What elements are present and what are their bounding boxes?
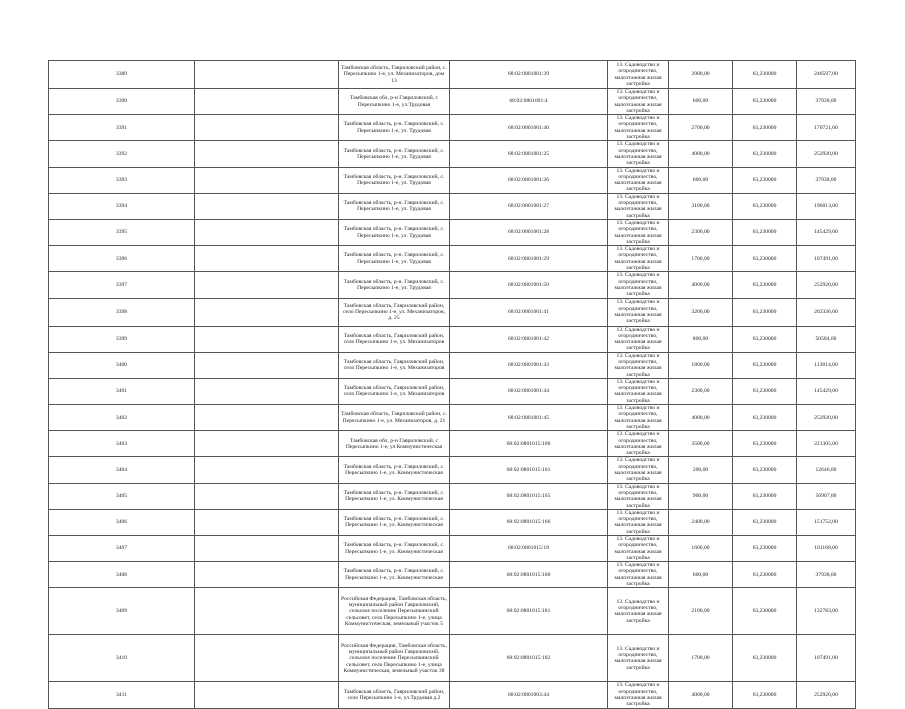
cell-row-number: 3398 [49,298,195,326]
cell-empty [195,246,339,272]
cell-cadastral-number: 68:02:0801015:182 [450,635,608,682]
table-row [49,115,856,141]
cell-area: 200,00 [669,457,733,483]
cell-row-number: 3408 [49,562,195,588]
cell-area: 3900,00 [669,61,733,89]
cell-row-number: 3402 [49,405,195,431]
cell-rate: 63,230000 [733,405,797,431]
cell-area: 2300,00 [669,378,733,404]
cell-cadastral-value: 12646,00 [797,457,856,483]
cell-rate: 63,230000 [733,378,797,404]
cell-land-use: 13. Садоводство и огородничество, малоэтажная жилая застройка [608,682,669,708]
cell-rate: 63,230000 [733,682,797,708]
table-row [49,352,856,378]
table-row [49,167,856,193]
cell-rate: 63,230000 [733,536,797,562]
cell-cadastral-value: 37938,00 [797,167,856,193]
cell-row-number: 3405 [49,483,195,509]
cell-address: Тамбовская область, р-н. Гавриловский, с. Пересыпкино 1-е, ул. Трудовая [339,246,450,272]
cell-cadastral-value: 151752,00 [797,509,856,535]
cell-area: 2400,00 [669,509,733,535]
cell-address: Тамбовская область, Гавриловский район, с. Пересыпкино 1-е, ул. Механизаторов, дом 13 [339,61,450,89]
cell-area: 4000,00 [669,272,733,298]
land-registry-table [48,60,856,709]
cell-area: 600,00 [669,562,733,588]
table-row [49,378,856,404]
cell-land-use: 13. Садоводство и огородничество, малоэтажная жилая застройка [608,588,669,635]
cell-address: Тамбовская область, р-н. Гавриловский, с. Пересыпкино 1-е, ул. Коммунистическая [339,536,450,562]
cell-land-use: 13. Садоводство и огородничество, малоэтажная жилая застройка [608,298,669,326]
cell-land-use: 13. Садоводство и огородничество, малоэтажная жилая застройка [608,141,669,167]
table-body [49,61,856,709]
cell-rate: 63,230000 [733,193,797,219]
table-row [49,326,856,352]
cell-rate: 63,230000 [733,167,797,193]
table-row [49,246,856,272]
table-row [49,483,856,509]
cell-cadastral-value: 252920,00 [797,405,856,431]
cell-empty [195,219,339,245]
cell-area: 900,00 [669,483,733,509]
cell-cadastral-value: 37938,00 [797,89,856,115]
table-row [49,509,856,535]
cell-cadastral-value: 113814,00 [797,352,856,378]
cell-row-number: 3404 [49,457,195,483]
cell-cadastral-value: 196013,00 [797,193,856,219]
cell-cadastral-number: 68:02:0801001:40 [450,115,608,141]
cell-rate: 63,230000 [733,431,797,457]
cell-empty [195,193,339,219]
cell-address: Тамбовская область, р-н. Гавриловский, с. Пересыпкино 1-е, ул. Трудовая [339,272,450,298]
cell-area: 600,00 [669,89,733,115]
cell-row-number: 3389 [49,61,195,89]
cell-cadastral-value: 145429,00 [797,219,856,245]
cell-row-number: 3410 [49,635,195,682]
table-row [49,61,856,89]
cell-land-use: 13. Садоводство и огородничество, малоэтажная жилая застройка [608,352,669,378]
cell-cadastral-value: 101168,00 [797,536,856,562]
cell-cadastral-number: 68:02:0801001:25 [450,141,608,167]
cell-address: Тамбовская область, р-н. Гавриловский, с. Пересыпкино 1-е, ул. Коммунистическая [339,509,450,535]
cell-row-number: 3394 [49,193,195,219]
cell-cadastral-value: 145429,00 [797,378,856,404]
cell-row-number: 3403 [49,431,195,457]
cell-empty [195,298,339,326]
cell-rate: 63,230000 [733,352,797,378]
cell-cadastral-number: 68:02:0801001:42 [450,326,608,352]
cell-row-number: 3400 [49,352,195,378]
table-row [49,219,856,245]
table-row [49,536,856,562]
cell-empty [195,588,339,635]
cell-row-number: 3401 [49,378,195,404]
cell-address: Тамбовская область, р-н. Гавриловский, с. Пересыпкино 1-е, ул. Трудовая [339,115,450,141]
cell-rate: 63,230000 [733,562,797,588]
cell-cadastral-value: 252920,00 [797,272,856,298]
table-row [49,431,856,457]
cell-row-number: 3392 [49,141,195,167]
cell-cadastral-value: 252920,00 [797,141,856,167]
cell-cadastral-number: 68:02:0801001:44 [450,378,608,404]
cell-address: Тамбовская обл, р-н Гавриловский, с Пересыпкино 1-е, ул Коммунистическая [339,431,450,457]
cell-land-use: 13. Садоводство и огородничество, малоэтажная жилая застройка [608,509,669,535]
table-row [49,298,856,326]
cell-row-number: 3391 [49,115,195,141]
cell-area: 2700,00 [669,115,733,141]
cell-cadastral-number: 68:02:0801015:166 [450,509,608,535]
cell-rate: 63,230000 [733,298,797,326]
cell-empty [195,326,339,352]
cell-area: 4000,00 [669,141,733,167]
cell-cadastral-number: 68:02:0801015:165 [450,483,608,509]
cell-address: Тамбовская область, Гавриловский район, село Пересыпкино 1-е, ул. Механизаторов [339,378,450,404]
cell-land-use: 13. Садоводство и огородничество, малоэтажная жилая застройка [608,483,669,509]
cell-cadastral-value: 246597,00 [797,61,856,89]
cell-address: Тамбовская область, р-н. Гавриловский, с. Пересыпкино 1-е, ул. Трудовая [339,167,450,193]
cell-address: Тамбовская область, р-н. Гавриловский, с. Пересыпкино 1-е, ул. Трудовая [339,219,450,245]
cell-row-number: 3411 [49,682,195,708]
cell-cadastral-value: 107491,00 [797,635,856,682]
cell-rate: 63,230000 [733,89,797,115]
cell-cadastral-number: 68:02:0801001:41 [450,298,608,326]
cell-rate: 63,230000 [733,141,797,167]
cell-area: 2300,00 [669,219,733,245]
cell-land-use: 13. Садоводство и огородничество, малоэтажная жилая застройка [608,61,669,89]
cell-area: 3500,00 [669,431,733,457]
cell-empty [195,89,339,115]
cell-cadastral-value: 221305,00 [797,431,856,457]
cell-cadastral-number: 68:02:0801015:180 [450,562,608,588]
cell-cadastral-number: 68:02:0801001:50 [450,272,608,298]
cell-rate: 63,230000 [733,246,797,272]
cell-land-use: 13. Садоводство и огородничество, малоэтажная жилая застройка [608,457,669,483]
cell-address: Тамбовская область, Гавриловский район, село Пересыпкино 1-е, ул.Трудовая д.2 [339,682,450,708]
cell-cadastral-value: 170721,00 [797,115,856,141]
table-row [49,141,856,167]
cell-rate: 63,230000 [733,115,797,141]
cell-cadastral-number: 68:02:0801003:44 [450,682,608,708]
cell-empty [195,682,339,708]
cell-rate: 63,230000 [733,272,797,298]
cell-land-use: 13. Садоводство и огородничество, малоэтажная жилая застройка [608,89,669,115]
cell-address: Тамбовская область, р-н. Гавриловский, с. Пересыпкино 1-е, ул. Коммунистическая [339,457,450,483]
cell-row-number: 3407 [49,536,195,562]
cell-rate: 63,230000 [733,483,797,509]
cell-address: Тамбовская область, Гавриловский район, село Пересыпкино 1-е, ул. Механизаторов [339,326,450,352]
cell-address: Тамбовская область, Гавриловский район, село Пересыпкино 1-е, ул. Механизаторов, д. 25 [339,298,450,326]
table-row [49,562,856,588]
cell-land-use: 13. Садоводство и огородничество, малоэтажная жилая застройка [608,378,669,404]
cell-land-use: 13. Садоводство и огородничество, малоэтажная жилая застройка [608,326,669,352]
cell-row-number: 3397 [49,272,195,298]
cell-cadastral-number: 68:02:0801015:100 [450,431,608,457]
cell-cadastral-number: 68:02:0801001:39 [450,61,608,89]
cell-rate: 63,230000 [733,219,797,245]
cell-land-use: 13. Садоводство и огородничество, малоэтажная жилая застройка [608,167,669,193]
cell-land-use: 13. Садоводство и огородничество, малоэтажная жилая застройка [608,536,669,562]
cell-cadastral-number: 68:02:0801001:27 [450,193,608,219]
cell-area: 1700,00 [669,635,733,682]
cell-rate: 63,230000 [733,326,797,352]
cell-rate: 63,230000 [733,457,797,483]
cell-cadastral-number: 68:02:0801001:43 [450,352,608,378]
cell-empty [195,167,339,193]
table-row [49,588,856,635]
cell-cadastral-number: 68:02:0801001:4 [450,89,608,115]
cell-empty [195,536,339,562]
table-row [49,405,856,431]
cell-row-number: 3396 [49,246,195,272]
cell-address: Тамбовская область, р-н. Гавриловский, с. Пересыпкино 1-е, ул. Трудовая [339,141,450,167]
cell-land-use: 13. Садоводство и огородничество, малоэтажная жилая застройка [608,246,669,272]
cell-empty [195,509,339,535]
cell-land-use: 13. Садоводство и огородничество, малоэтажная жилая застройка [608,219,669,245]
cell-row-number: 3406 [49,509,195,535]
cell-area: 800,00 [669,326,733,352]
table-row [49,89,856,115]
cell-row-number: 3395 [49,219,195,245]
cell-cadastral-value: 50584,00 [797,326,856,352]
cell-area: 1700,00 [669,246,733,272]
cell-land-use: 13. Садоводство и огородничество, малоэтажная жилая застройка [608,431,669,457]
cell-row-number: 3390 [49,89,195,115]
cell-land-use: 13. Садоводство и огородничество, малоэтажная жилая застройка [608,272,669,298]
cell-cadastral-number: 68:02:0801015:18 [450,536,608,562]
cell-empty [195,483,339,509]
cell-cadastral-value: 132783,00 [797,588,856,635]
cell-address: Тамбовская область, р-н. Гавриловский, с. Пересыпкино 1-е, ул. Коммунистическая [339,562,450,588]
cell-empty [195,431,339,457]
cell-land-use: 13. Садоводство и огородничество, малоэтажная жилая застройка [608,562,669,588]
cell-empty [195,457,339,483]
cell-empty [195,272,339,298]
cell-rate: 63,230000 [733,635,797,682]
cell-rate: 63,230000 [733,588,797,635]
cell-area: 4000,00 [669,682,733,708]
cell-address: Тамбовская область, Гавриловский район, с. Пересыпкино 1-е, ул. Механизаторов, д. 21 [339,405,450,431]
cell-land-use: 13. Садоводство и огородничество, малоэтажная жилая застройка [608,115,669,141]
cell-empty [195,378,339,404]
cell-address: Тамбовская обл, р-н Гавриловский, с Пересыпкино 1-е, ул.Трудовая [339,89,450,115]
cell-row-number: 3399 [49,326,195,352]
cell-address: Российская Федерация, Тамбовская область, муниципальный район Гавриловский, сельское поселение Пересыпкинский сельсовет, село Пересыпкино 1-е, улица Коммунистическая, земельный участок 38 [339,635,450,682]
cell-cadastral-number: 68:02:0801001:28 [450,219,608,245]
cell-area: 4000,00 [669,405,733,431]
cell-cadastral-value: 107491,00 [797,246,856,272]
cell-land-use: 13. Садоводство и огородничество, малоэтажная жилая застройка [608,405,669,431]
cell-area: 1800,00 [669,352,733,378]
cell-empty [195,405,339,431]
cell-empty [195,562,339,588]
cell-area: 2100,00 [669,588,733,635]
cell-empty [195,635,339,682]
cell-cadastral-number: 68:02:0801015:101 [450,457,608,483]
cell-cadastral-number: 68:02:0801015:181 [450,588,608,635]
table-row [49,635,856,682]
cell-empty [195,352,339,378]
table-row [49,193,856,219]
cell-cadastral-value: 252920,00 [797,682,856,708]
cell-land-use: 13. Садоводство и огородничество, малоэтажная жилая застройка [608,635,669,682]
cell-cadastral-number: 68:02:0801001:29 [450,246,608,272]
table-row [49,682,856,708]
cell-rate: 63,230000 [733,509,797,535]
cell-cadastral-value: 56907,00 [797,483,856,509]
cell-area: 3200,00 [669,298,733,326]
cell-address: Тамбовская область, р-н. Гавриловский, с. Пересыпкино 1-е, ул. Трудовая [339,193,450,219]
table-row [49,272,856,298]
cell-cadastral-value: 202336,00 [797,298,856,326]
cell-row-number: 3409 [49,588,195,635]
cell-cadastral-number: 68:02:0801001:45 [450,405,608,431]
cell-cadastral-value: 37938,00 [797,562,856,588]
cell-empty [195,141,339,167]
cell-rate: 63,230000 [733,61,797,89]
cell-row-number: 3393 [49,167,195,193]
cell-address: Российская Федерация, Тамбовская область, муниципальный район Гавриловский, сельское поселение Пересыпкинский сельсовет, село Пересыпкино 1-е, улица Коммунистическая, земельный участок 5 [339,588,450,635]
cell-address: Тамбовская область, р-н. Гавриловский, с. Пересыпкино 1-е, ул. Коммунистическая [339,483,450,509]
cell-area: 1600,00 [669,536,733,562]
cell-empty [195,115,339,141]
table-row [49,457,856,483]
cell-address: Тамбовская область, Гавриловский район, село Пересыпкино 1-е, ул. Механизаторов [339,352,450,378]
cell-cadastral-number: 68:02:0801001:26 [450,167,608,193]
cell-area: 3100,00 [669,193,733,219]
cell-land-use: 13. Садоводство и огородничество, малоэтажная жилая застройка [608,193,669,219]
cell-empty [195,61,339,89]
cell-area: 600,00 [669,167,733,193]
